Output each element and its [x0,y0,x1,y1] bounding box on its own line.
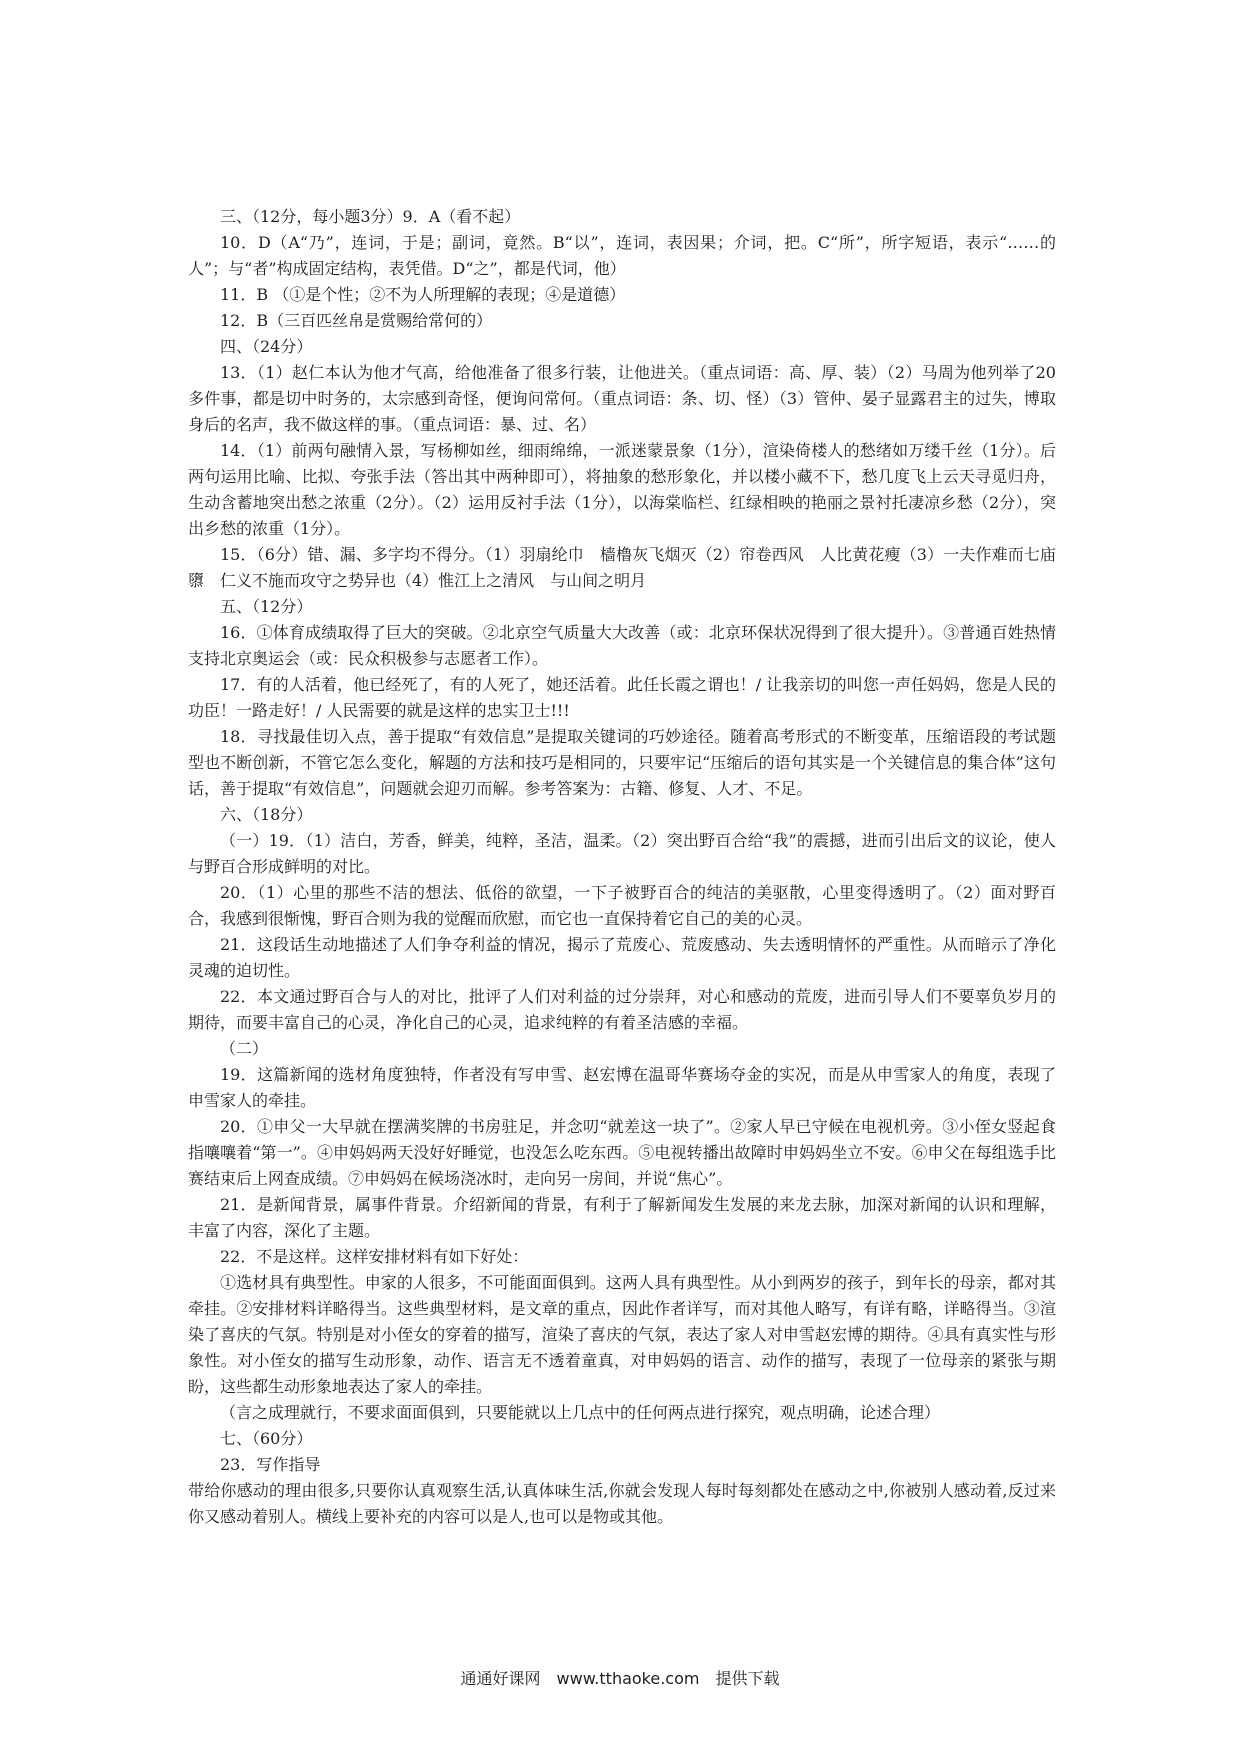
paragraph: 带给你感动的理由很多,只要你认真观察生活,认真体味生活,你就会发现人每时每刻都处在感动之中,你被别人感动着,反过来你又感动着别人。横线上要补充的内容可以是人,也可以是物或其他。 [188,1481,1056,1526]
section-heading: 四、（24分） [220,337,313,356]
paragraph: 19．这篇新闻的选材角度独特，作者没有写申雪、赵宏博在温哥华赛场夺金的实况，而是从申雪家人的角度，表现了申雪家人的牵挂。 [188,1065,1056,1110]
paragraph: （言之成理就行，不要求面面俱到，只要能就以上几点中的任何两点进行探究，观点明确，论述合理） [220,1403,941,1422]
paragraph: （一）19．（1）洁白，芳香，鲜美，纯粹，圣洁，温柔。（2）突出野百合给“我”的震撼，进而引出后文的议论，使人与野百合形成鲜明的对比。 [188,831,1056,876]
paragraph: 15．（6分）错、漏、多字均不得分。（1）羽扇纶巾 樯橹灰飞烟灭（2）帘卷西风 人比黄花瘦（3）一夫作难而七庙隳 仁义不施而攻守之势异也（4）惟江上之清风 与山间之明月 [188,545,1056,590]
section-heading: （二） [220,1039,269,1058]
paragraph: 22．不是这样。这样安排材料有如下好处： [220,1247,529,1266]
paragraph: ①选材具有典型性。申家的人很多，不可能面面俱到。这两人具有典型性。从小到两岁的孩子，到年长的母亲，都对其牵挂。②安排材料详略得当。这些典型材料，是文章的重点，因此作者详写，而对其他人略写，有详有略，详略得当。③渲染了喜庆的气氛。特别是对小侄女的穿着的描写，渲染了喜庆的气氛，表达了家人对申雪赵宏博的期待。④具有真实性与形象性。对小侄女的描写生动形象，动作、语言无不透着童真，对申妈妈的语言、动作的描写，表现了一位母亲的紧张与期盼，这些都生动形象地表达了家人的牵挂。 [188,1273,1056,1396]
paragraph: 21．是新闻背景，属事件背景。介绍新闻的背景，有利于了解新闻发生发展的来龙去脉，加深对新闻的认识和理解，丰富了内容，深化了主题。 [188,1195,1056,1240]
paragraph: 三、（12分，每小题3分）9．A（看不起） [220,207,521,226]
paragraph: 11．B （①是个性；②不为人所理解的表现；④是道德） [220,285,626,304]
paragraph: 14．（1）前两句融情入景，写杨柳如丝，细雨绵绵，一派迷蒙景象（1分），渲染倚楼人的愁绪如万缕千丝（1分）。后两句运用比喻、比拟、夸张手法（答出其中两种即可），将抽象的愁形象化，并以楼小藏不下，愁几度飞上云天寻觅归舟，生动含蓄地突出愁之浓重（2分）。（2）运用反衬手法（1分），以海棠临栏、红绿相映的艳丽之景衬托凄凉乡愁（2分），突出乡愁的浓重（1分）。 [188,441,1056,538]
paragraph: 13．（1）赵仁本认为他才气高，给他准备了很多行装，让他进关。（重点词语：高、厚、装）（2）马周为他列举了20多件事，都是切中时务的，太宗感到奇怪，便询问常何。（重点词语：条、切、怪）（3）管仲、晏子显露君主的过失，博取身后的名声，我不做这样的事。（重点词语：暴、过、名） [188,363,1056,434]
paragraph: 18．寻找最佳切入点，善于提取“有效信息”是提取关键词的巧妙途径。随着高考形式的不断变革，压缩语段的考试题型也不断创新，不管它怎么变化，解题的方法和技巧是相同的，只要牢记“压缩后的语句其实是一个关键信息的集合体”这句话，善于提取“有效信息”，问题就会迎刃而解。参考答案为：古籍、修复、人才、不足。 [188,727,1056,798]
paragraph: 16．①体育成绩取得了巨大的突破。②北京空气质量大大改善（或：北京环保状况得到了很大提升）。③普通百姓热情支持北京奥运会（或：民众积极参与志愿者工作）。 [188,623,1056,668]
paragraph: 10．D（A“乃”，连词，于是；副词，竟然。B“以”，连词，表因果；介词，把。C“所”，所字短语，表示“……的人”；与“者”构成固定结构，表凭借。D“之”，都是代词，他） [188,233,1056,278]
paragraph: 20．（1）心里的那些不洁的想法、低俗的欲望，一下子被野百合的纯洁的美驱散，心里变得透明了。（2）面对野百合，我感到很惭愧，野百合则为我的觉醒而欣慰，而它也一直保持着它自己的美的心灵。 [188,883,1056,928]
paragraph: 17．有的人活着，他已经死了，有的人死了，她还活着。此任长霞之谓也！/ 让我亲切的叫您一声任妈妈，您是人民的功臣！一路走好！/ 人民需要的就是这样的忠实卫士!!! [188,675,1056,720]
paragraph: 22．本文通过野百合与人的对比，批评了人们对利益的过分崇拜，对心和感动的荒废，进而引导人们不要辜负岁月的期待，而要丰富自己的心灵，净化自己的心灵，追求纯粹的有着圣洁感的幸福。 [188,987,1056,1032]
section-heading: 六、（18分） [220,805,313,824]
paragraph: 12．B（三百匹丝帛是赏赐给常何的） [220,311,493,330]
paragraph: 20．①申父一大早就在摆满奖牌的书房驻足，并念叨“就差这一块了”。②家人早已守候在电视机旁。③小侄女竖起食指嚷嚷着“第一”。④申妈妈两天没好好睡觉，也没怎么吃东西。⑤电视转播出故障时申妈妈坐立不安。⑥申父在每组选手比赛结束后上网查成绩。⑦申妈妈在候场浇冰时，走向另一房间，并说“焦心”。 [188,1117,1056,1188]
footer-credit: 通通好课网 www.tthaoke.com 提供下载 [460,1669,780,1688]
paragraph: 23．写作指导 [220,1455,321,1474]
section-heading: 七、（60分） [220,1429,313,1448]
paragraph: 21．这段话生动地描述了人们争夺利益的情况，揭示了荒废心、荒废感动、失去透明情怀的严重性。从而暗示了净化灵魂的迫切性。 [188,935,1056,980]
answer-key-body [188,204,1056,1530]
section-heading: 五、（12分） [220,597,313,616]
